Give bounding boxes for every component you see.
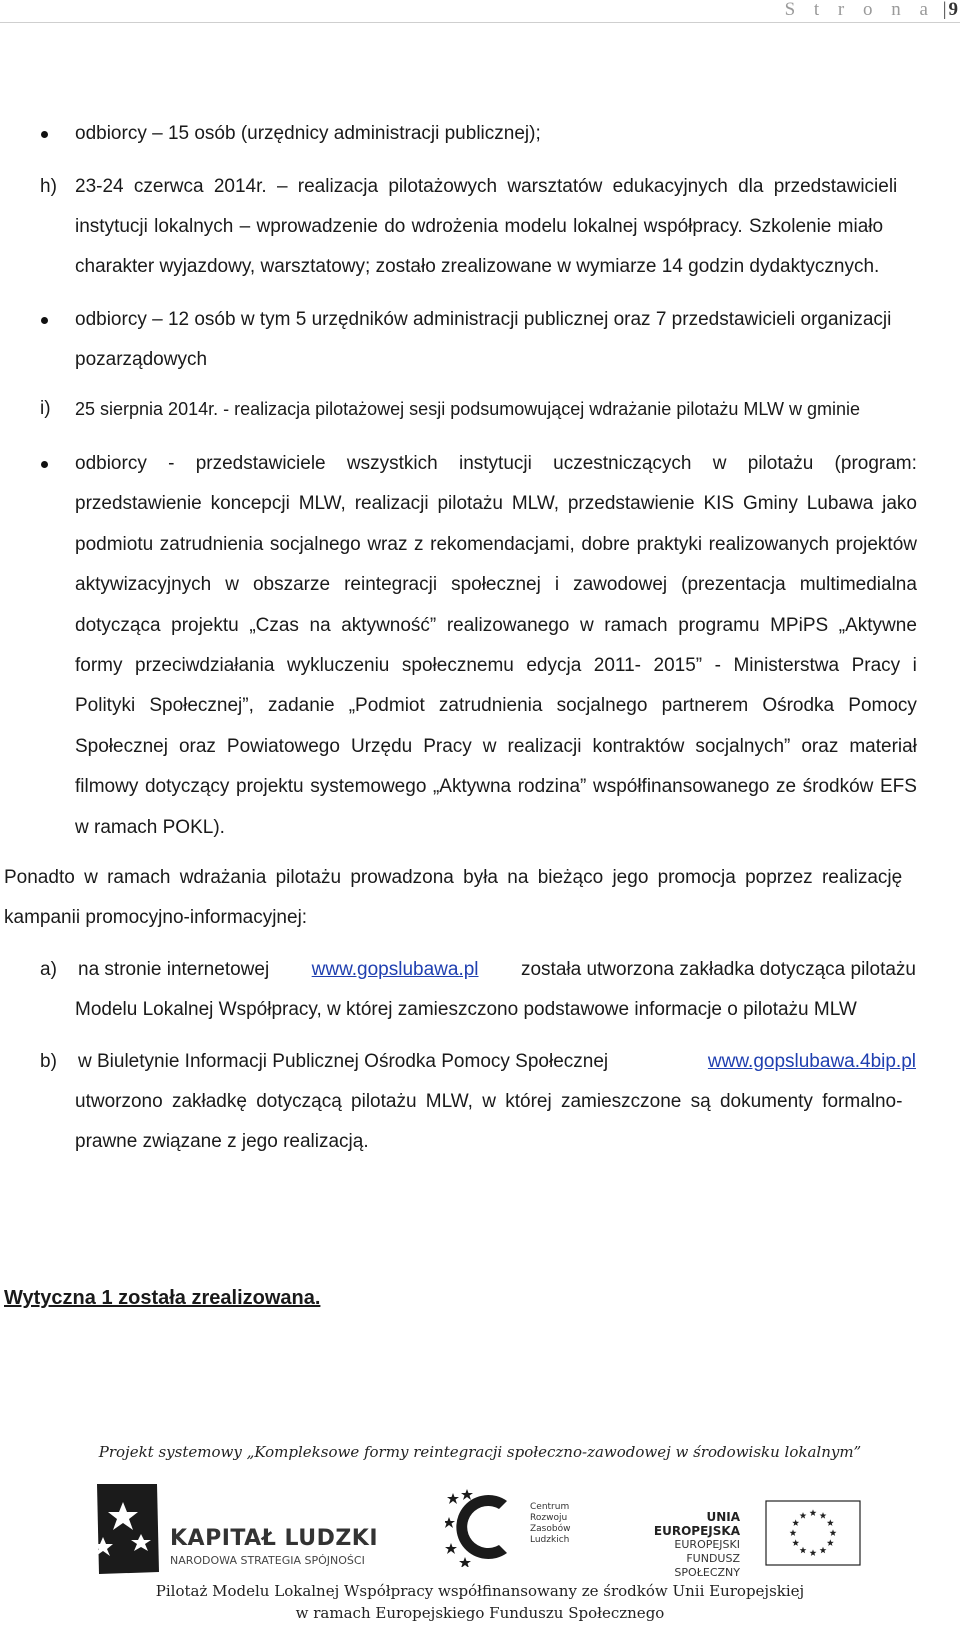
list-marker: i) <box>40 398 51 419</box>
header-divider <box>0 22 960 23</box>
page-label: S t r o n a <box>784 0 935 20</box>
list-item-text: Społecznej oraz Powiatowego Urzędu Pracy w realizacji kontraktów socjalnych” oraz materiał <box>75 735 917 757</box>
page-number: 9 <box>948 0 958 20</box>
list-marker: a) <box>40 959 57 980</box>
list-item-text: podmiotu zatrudnienia socjalnego wraz z rekomendacjami, dobre praktyki realizowanych projektów <box>75 533 917 555</box>
ue-subtitle-2: FUNDUSZ SPOŁECZNY <box>674 1552 740 1579</box>
list-a-text-before: na stronie internetowej <box>78 959 270 980</box>
page-header <box>0 0 960 22</box>
crzl-logo-icon <box>445 1487 525 1567</box>
bullet-icon <box>41 317 48 324</box>
logos-bar <box>0 1482 960 1582</box>
list-item: odbiorcy – 15 osób (urzędnicy administracji publicznej); <box>75 123 541 144</box>
bullet-icon <box>41 461 48 468</box>
list-item-text: odbiorcy – 12 osób w tym 5 urzędników administracji publicznej oraz 7 przedstawicieli organizacji <box>75 309 892 330</box>
list-item-text: 25 sierpnia 2014r. - realizacja pilotażowej sesji podsumowującej wdrażanie pilotażu MLW w gminie <box>75 399 861 419</box>
list-item-text: formy przeciwdziałania wykluczeniu społecznemu edycja 2011- 2015” - Ministerstwa Pracy i <box>75 655 917 676</box>
list-item-text: charakter wyjazdowy, warsztatowy; zostało zrealizowane w wymiarze 14 godzin dydaktycznych. <box>75 256 880 277</box>
list-b-text-before: w Biuletynie Informacji Publicznej Ośrodka Pomocy Społecznej <box>78 1051 609 1072</box>
list-item-text: utworzono zakładkę dotyczącą pilotażu MLW, w której zamieszczone są dokumenty formalno- <box>75 1091 903 1112</box>
crzl-line: Centrum <box>530 1502 570 1512</box>
bip-website-link[interactable]: www.gopslubawa.4bip.pl <box>707 1051 916 1072</box>
list-item-text: Modelu Lokalnej Współpracy, w której zamieszczono podstawowe informacje o pilotażu MLW <box>75 999 857 1020</box>
list-item-text: Polityki Społecznej”, zadanie „Podmiot zatrudnienia socjalnego partnerem Ośrodka Pomocy <box>75 695 917 717</box>
bullet-icon <box>41 131 48 138</box>
list-marker: h) <box>40 176 57 197</box>
list-marker: b) <box>40 1051 57 1072</box>
page-separator: | <box>942 0 947 20</box>
crzl-line: Rozwoju <box>530 1513 568 1523</box>
list-item-text: dotycząca projektu „Czas na aktywność” realizowanego w ramach programu MPiPS „Aktywne <box>75 614 917 636</box>
list-item-text: odbiorcy - przedstawiciele wszystkich instytucji uczestniczących w pilotażu (program: <box>75 453 917 474</box>
eu-flag-icon <box>765 1500 861 1566</box>
list-item-text <box>78 958 916 982</box>
page-number-label <box>785 0 958 21</box>
footer-funding-note <box>0 1580 960 1624</box>
footer-line: Pilotaż Modelu Lokalnej Współpracy współfinansowany ze środków Unii Europejskiej <box>155 1582 805 1600</box>
paragraph-text: Ponadto w ramach wdrażania pilotażu prowadzona była na bieżąco jego promocja poprzez realizację <box>4 867 903 888</box>
gops-website-link[interactable]: www.gopslubawa.pl <box>311 959 479 980</box>
ue-title: UNIA EUROPEJSKA <box>653 1510 740 1538</box>
list-a-text-after: została utworzona zakładka dotycząca pilotażu <box>520 959 916 980</box>
crzl-line: Zasobów <box>530 1524 571 1534</box>
crzl-line: Ludzkich <box>530 1535 570 1545</box>
kapital-ludzki-title: KAPITAŁ LUDZKI <box>170 1526 379 1551</box>
list-item-text: w ramach POKL). <box>75 816 225 838</box>
ue-subtitle-1: EUROPEJSKI <box>674 1538 740 1551</box>
ue-logo-text <box>630 1510 740 1580</box>
list-item-text: instytucji lokalnych – wprowadzenie do wdrożenia modelu lokalnej współpracy. Szkolenie miało <box>75 216 884 237</box>
list-item-text: prawne związane z jego realizacją. <box>75 1131 369 1152</box>
paragraph-text: kampanii promocyjno-informacyjnej: <box>4 907 308 928</box>
list-item-text: przedstawienie koncepcji MLW, realizacji pilotażu MLW, przedstawienie KIS Gminy Lubawa jako <box>75 493 917 515</box>
conclusion-heading: Wytyczna 1 została zrealizowana. <box>4 1287 321 1309</box>
list-item-text <box>78 1050 916 1074</box>
kapital-ludzki-logo-icon <box>93 1482 163 1577</box>
crzl-logo-text <box>530 1502 570 1546</box>
footer-line: w ramach Europejskiego Funduszu Społecznego <box>295 1604 665 1622</box>
project-title: Projekt systemowy „Kompleksowe formy reintegracji społeczno-zawodowej w środowisku lokalnym” <box>98 1443 862 1461</box>
list-item-text: pozarządowych <box>75 349 208 370</box>
list-item-text: aktywizacyjnych w obszarze reintegracji społecznej i zawodowej (prezentacja multimedialna <box>75 574 917 596</box>
list-item-text: filmowy dotyczący projektu systemowego „Aktywna rodzina” współfinansowanego ze środków EFS <box>75 776 917 798</box>
kapital-ludzki-subtitle: NARODOWA STRATEGIA SPÓJNOŚCI <box>170 1554 365 1567</box>
list-item-text: 23-24 czerwca 2014r. – realizacja pilotażowych warsztatów edukacyjnych dla przedstawicieli <box>75 176 898 197</box>
